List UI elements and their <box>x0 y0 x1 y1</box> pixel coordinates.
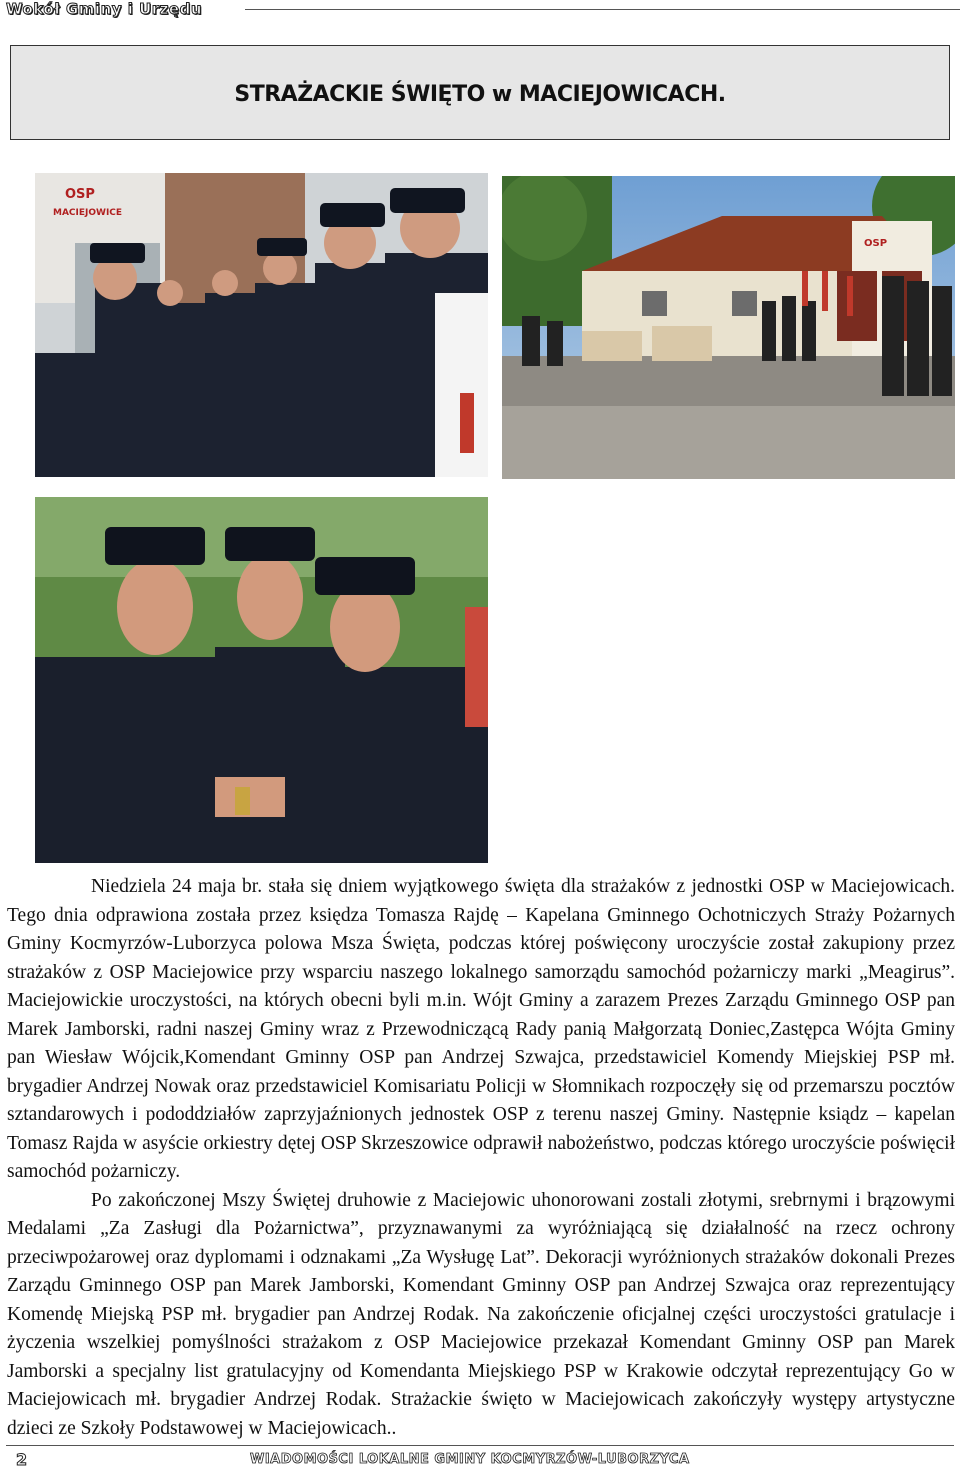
photo-2-sign-top: OSP <box>65 187 95 202</box>
photo-1-sign: OSP <box>864 238 888 249</box>
footer-publication-title: WIADOMOŚCI LOKALNE GMINY KOCMYRZÓW-LUBORZYCA <box>250 1452 690 1467</box>
article-body <box>7 173 955 1443</box>
section-header-title: Wokół Gminy i Urzędu <box>6 0 203 18</box>
article-paragraph-1: Niedziela 24 maja br. stała się dniem wyjątkowego święta dla strażaków z jednostki OSP w Maciejowicach. Tego dnia odprawiona została przez księdza Tomasza Rajdę – Kapelana Gminnego Ochotniczych Straży Pożarnych Gminy Kocmyrzów-Luborzyca polowa Msza Święta, podczas której poświęcony uroczyście został zakupiony przez strażaków z OSP Maciejowice przy wsparciu naszego lokalnego samorządu samochód pożarniczy marki „Meagirus”. Maciejowickie uroczystości, na których obecni byli m.in. Wójt Gminy a zarazem Prezes Zarządu Gminnego OSP pan Marek Jamborski, radni naszej Gminy wraz z Przewodniczącą Rady panią Małgorzatą Doniec,Zastępca Wójta Gminy pan Wiesław Wójcik,Komendant Gminny OSP pan Andrzej Szwajca, przedstawiciel Komendy Miejskiej PSP mł. brygadier Andrzej Nowak oraz przedstawiciel Komisariatu Policji w Słomnikach rozpoczęły się od przemarszu pocztów sztandarowych i pododdziałów zaprzyjaźnionych jednostek OSP z terenu naszej Gminy. Następnie ksiądz – kapelan Tomasz Rajda w asyście orkiestry dętej OSP Skrzeszowice odprawił nabożeństwo, podczas którego uroczyście poświęcił samochód pożarniczy. <box>7 876 955 1182</box>
photo-2-sign-bottom: MACIEJOWICE <box>53 208 123 218</box>
article-paragraph-2: Po zakończonej Mszy Świętej druhowie z Maciejowic uhonorowani zostali złotymi, srebrnymi i brązowymi Medalami „Za Zasługi dla Pożarnictwa”, przyznawanymi za wyróżniającą się działalność na rzecz ochrony przeciwpożarowej oraz dyplomami i odznakami „Za Wysługę Lat”. Dekoracji wyróżnionych strażaków dokonali Prezes Zarządu Gminnego OSP pan Marek Jamborski, Komendant Gminny OSP pan Andrzej Szwajca oraz reprezentujący Komendę Miejską PSP mł. brygadier pan Andrzej Rodak. Na zakończenie oficjalnej części uroczystości gratulacje i życzenia wszelkiej pomyślności strażakom z OSP Maciejowice przekazał Komendant Gminny OSP pan Marek Jamborski a specjalny list gratulacyjny od Komendanta Miejskiego PSP w Krakowie odczytał reprezentujący Go w Maciejowicach mł. brygadier Andrzej Rodak. Strażackie święto w Maciejowicach zakończyły występy artystyczne dzieci ze Szkoły Podstawowej w Maciejowicach.. <box>7 1189 955 1439</box>
article-title-box <box>10 45 950 140</box>
photo-fire-station-mass <box>502 176 955 479</box>
page-number: 2 <box>16 1450 28 1469</box>
article-title: STRAŻACKIE ŚWIĘTO w MACIEJOWICACH. <box>234 82 726 107</box>
footer-rule <box>6 1445 954 1446</box>
header-rule <box>245 9 960 10</box>
photo-medal-ceremony-row <box>35 173 488 477</box>
photo-medal-pinning <box>35 497 488 863</box>
